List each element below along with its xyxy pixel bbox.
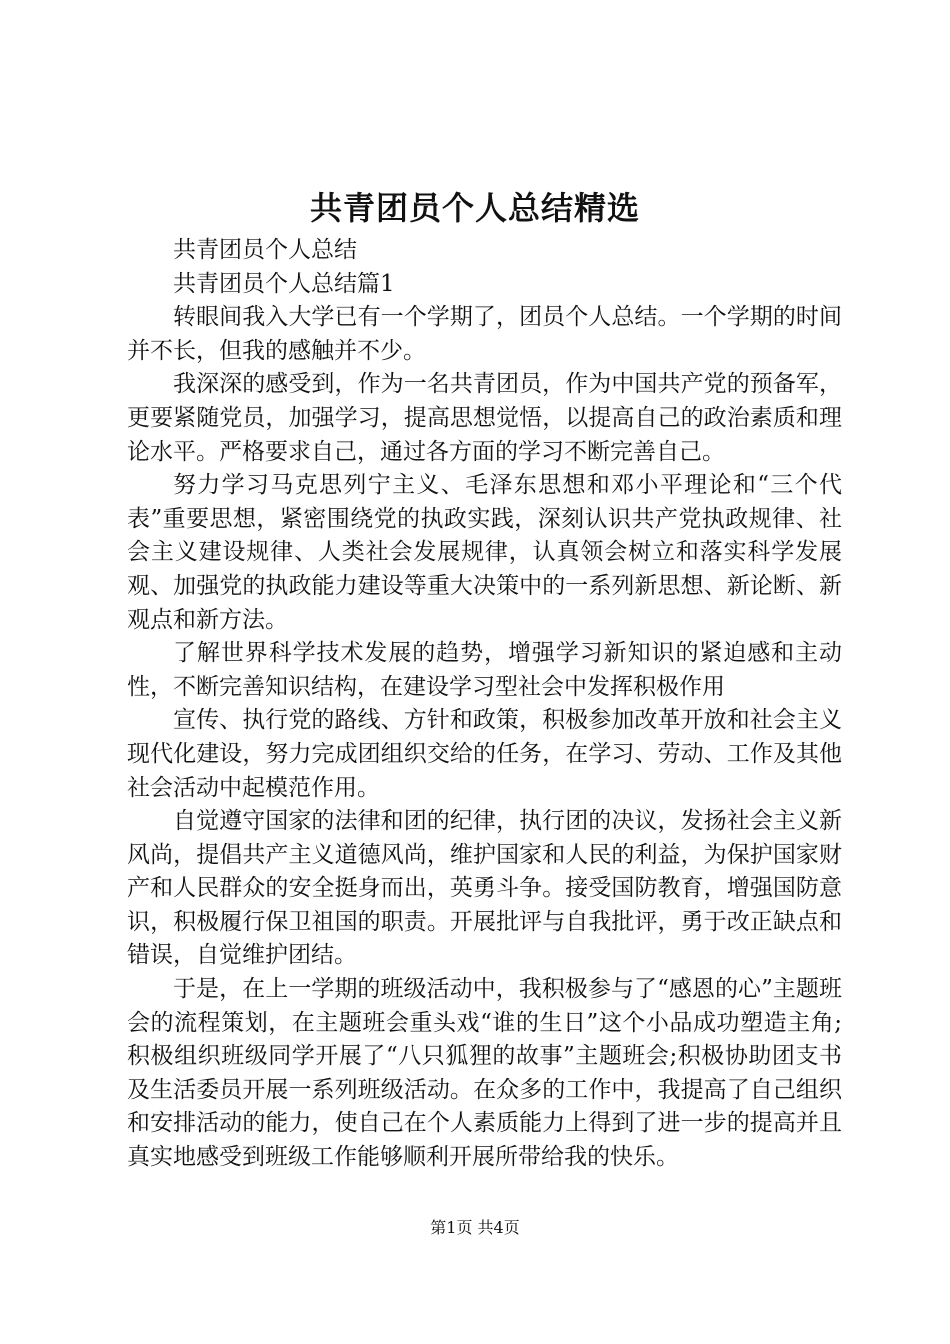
- paragraph: 宣传、执行党的路线、方针和政策，积极参加改革开放和社会主义现代化建设，努力完成团组织交给的任务，在学习、劳动、工作及其他社会活动中起模范作用。: [127, 707, 842, 801]
- page-number-footer: 第1页 共4页: [430, 1218, 520, 1237]
- paragraph: 转眼间我入大学已有一个学期了，团员个人总结。一个学期的时间并不长，但我的感触并不少。: [127, 304, 842, 364]
- paragraph: 我深深的感受到，作为一名共青团员，作为中国共产党的预备军，更要紧随党员，加强学习，提高思想觉悟，以提高自己的政治素质和理论水平。严格要求自己，通过各方面的学习不断完善自己。: [127, 371, 842, 465]
- paragraph-subtitle: 共青团员个人总结: [173, 237, 357, 263]
- paragraph: 于是，在上一学期的班级活动中，我积极参与了“感恩的心”主题班会的流程策划，在主题班会重头戏“谁的生日”这个小品成功塑造主角;积极组织班级同学开展了“八只狐狸的故事”主题班会;积极协助团支书及生活委员开展一系列班级活动。在众多的工作中，我提高了自己组织和安排活动的能力，使自己在个人素质能力上得到了进一步的提高并且真实地感受到班级工作能够顺利开展所带给我的快乐。: [127, 976, 842, 1171]
- paragraph: 了解世界科学技术发展的趋势，增强学习新知识的紧迫感和主动性，不断完善知识结构，在建设学习型社会中发挥积极作用: [127, 640, 842, 700]
- paragraph: 努力学习马克思列宁主义、毛泽东思想和邓小平理论和“三个代表”重要思想，紧密围绕党的执政实践，深刻认识共产党执政规律、社会主义建设规律、人类社会发展规律，认真领会树立和落实科学发展观、加强党的执政能力建设等重大决策中的一系列新思想、新论断、新观点和新方法。: [127, 472, 842, 633]
- paragraph: 自觉遵守国家的法律和团的纪律，执行团的决议，发扬社会主义新风尚，提倡共产主义道德风尚，维护国家和人民的利益，为保护国家财产和人民群众的安全挺身而出，英勇斗争。接受国防教育，增强国防意识，积极履行保卫祖国的职责。开展批评与自我批评，勇于改正缺点和错误，自觉维护团结。: [127, 808, 842, 969]
- paragraph-section-heading: 共青团员个人总结篇1: [173, 270, 395, 297]
- document-body: [127, 234, 842, 1175]
- document-title: 共青团员个人总结精选: [309, 189, 640, 227]
